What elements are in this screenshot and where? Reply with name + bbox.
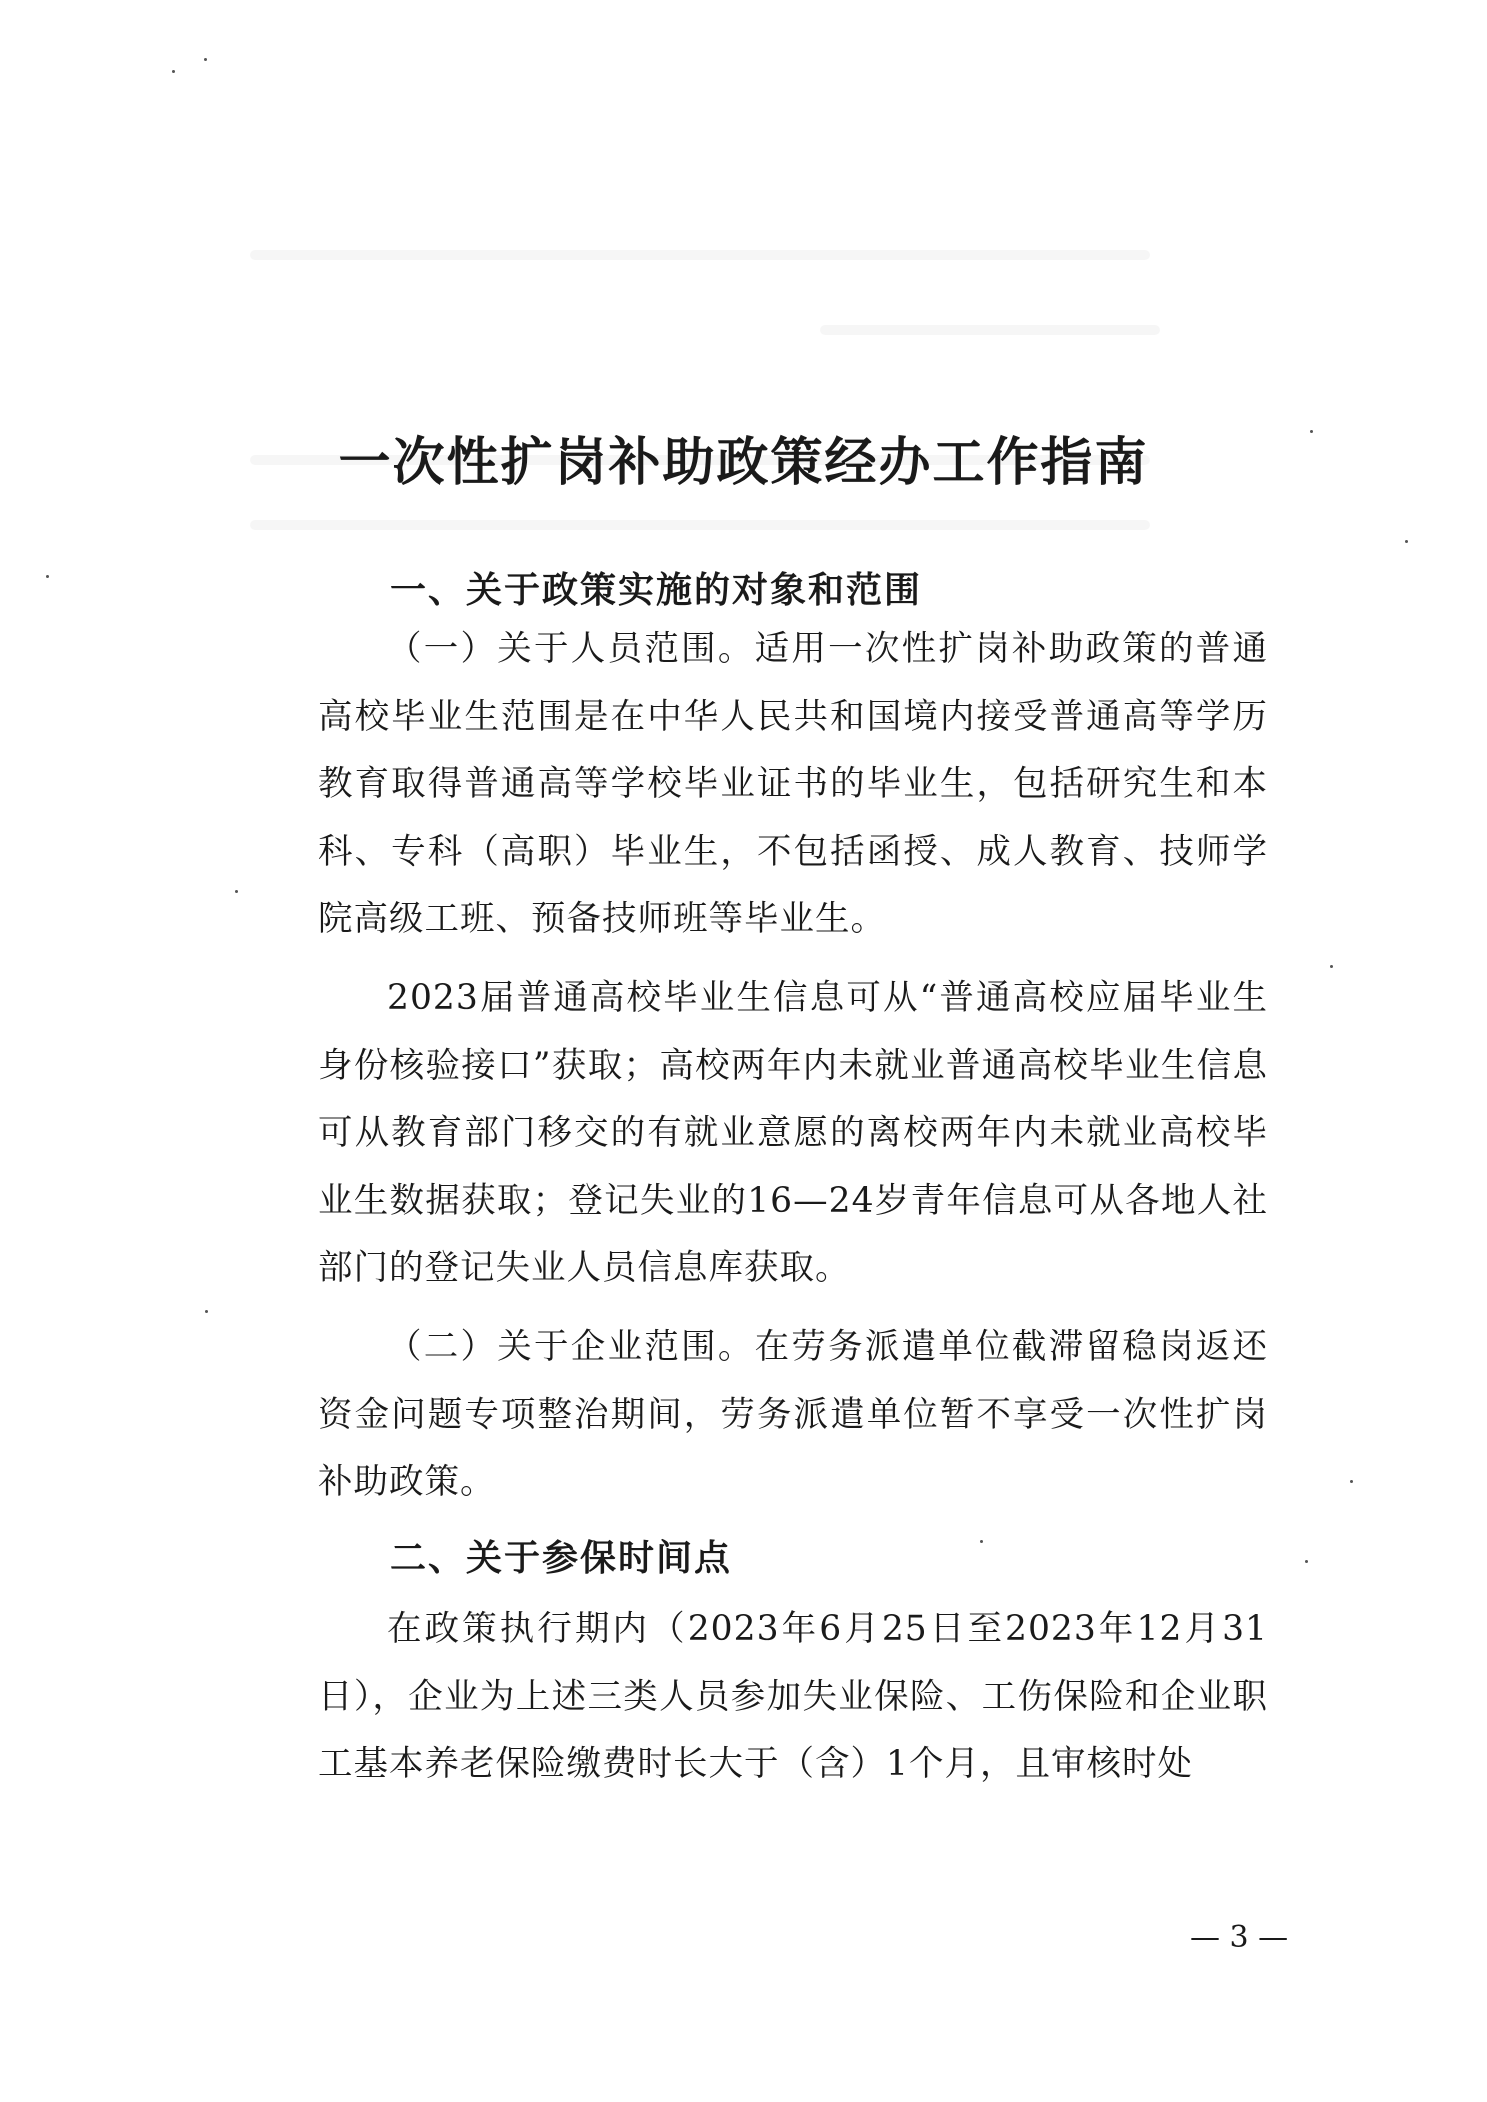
show-through-mark: [250, 520, 1150, 530]
paragraph-personnel-scope: （一）关于人员范围。适用一次性扩岗补助政策的普通高校毕业生范围是在中华人民共和国境内接受普通高等学历教育取得普通高等学校毕业证书的毕业生，包括研究生和本科、专科（高职）毕业生，不包括函授、成人教育、技师学院高级工班、预备技师班等毕业生。: [318, 629, 1268, 939]
paragraph-data-sources: 2023届普通高校毕业生信息可从“普通高校应届毕业生身份核验接口”获取；高校两年内未就业普通高校毕业生信息可从教育部门移交的有就业意愿的离校两年内未就业高校毕业生数据获取；登记失业的16—24岁青年信息可从各地人社部门的登记失业人员信息库获取。: [318, 978, 1268, 1288]
scan-speck: [235, 890, 238, 893]
section-1-heading: 一、关于政策实施的对象和范围: [390, 570, 923, 611]
show-through-mark: [250, 250, 1150, 260]
scan-speck: [46, 575, 49, 578]
section-2-heading: 二、关于参保时间点: [390, 1538, 733, 1579]
scan-speck: [1350, 1480, 1353, 1483]
scan-speck: [1330, 965, 1333, 968]
scan-speck: [1305, 1560, 1308, 1563]
scan-speck: [204, 58, 207, 61]
scan-speck: [172, 70, 175, 73]
scan-speck: [980, 1540, 983, 1543]
scan-speck: [205, 1310, 208, 1313]
show-through-mark: [820, 325, 1160, 335]
paragraph-insurance-timing: 在政策执行期内（2023年6月25日至2023年12月31日），企业为上述三类人员参加失业保险、工伤保险和企业职工基本养老保险缴费时长大于（含）1个月，且审核时处: [318, 1609, 1268, 1784]
scan-speck: [1405, 540, 1408, 543]
paragraph-enterprise-scope: （二）关于企业范围。在劳务派遣单位截滞留稳岗返还资金问题专项整治期间，劳务派遣单位暂不享受一次性扩岗补助政策。: [318, 1327, 1268, 1502]
document-title: 一次性扩岗补助政策经办工作指南: [338, 433, 1149, 493]
page-number: — 3 —: [1190, 1920, 1289, 1955]
